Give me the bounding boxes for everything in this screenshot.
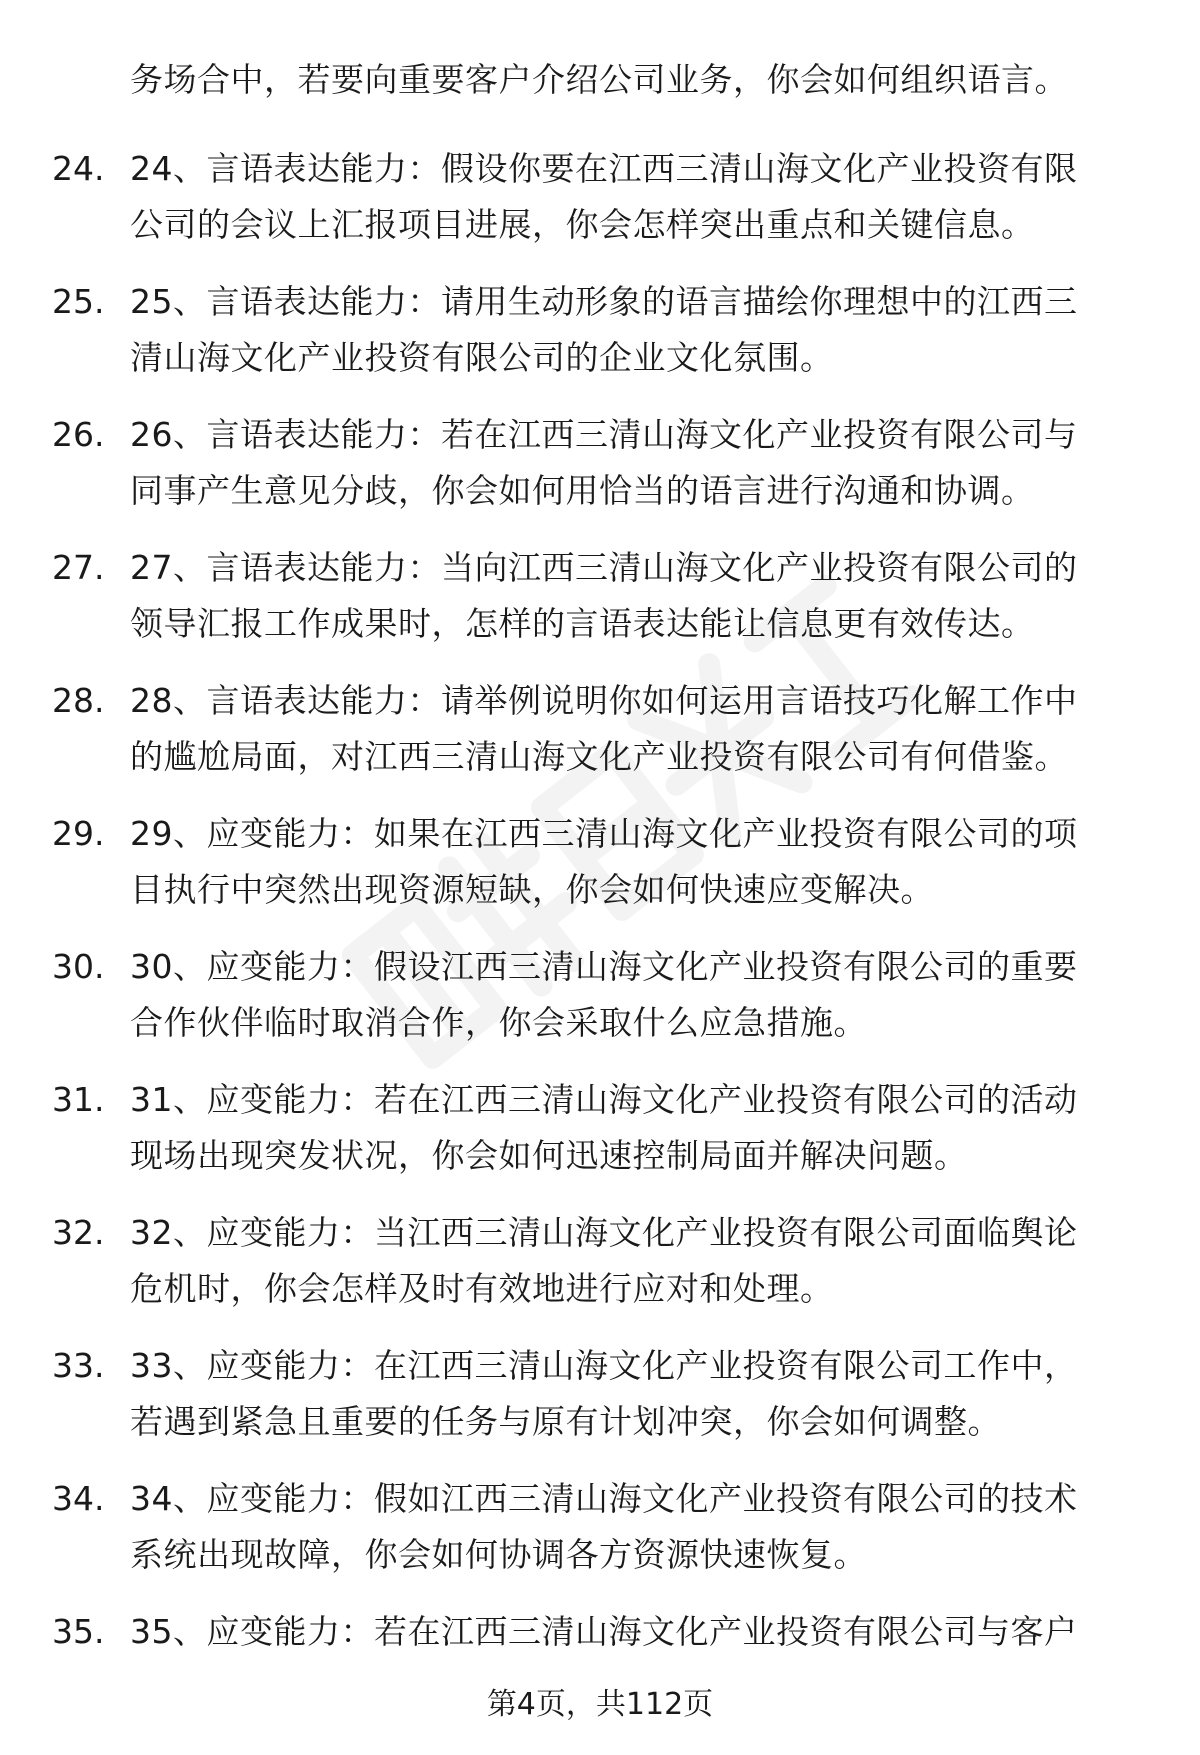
item-text-line: 30、应变能力：假设江西三清山海文化产业投资有限公司的重要 <box>130 947 1078 986</box>
item-text <box>130 1604 1150 1660</box>
item-text-line: 32、应变能力：当江西三清山海文化产业投资有限公司面临舆论 <box>130 1213 1078 1252</box>
list-item <box>0 274 1200 407</box>
list-item <box>0 806 1200 939</box>
item-text-line: 的尴尬局面，对江西三清山海文化产业投资有限公司有何借鉴。 <box>130 737 1068 776</box>
list-item <box>0 141 1200 274</box>
item-text-line: 若遇到紧急且重要的任务与原有计划冲突，你会如何调整。 <box>130 1402 1001 1441</box>
item-text-line: 公司的会议上汇报项目进展，你会怎样突出重点和关键信息。 <box>130 205 1035 244</box>
item-text-line: 目执行中突然出现资源短缺，你会如何快速应变解决。 <box>130 870 934 909</box>
item-text <box>130 939 1150 1051</box>
item-text-line: 33、应变能力：在江西三清山海文化产业投资有限公司工作中， <box>130 1346 1078 1385</box>
list-item <box>0 1072 1200 1205</box>
item-text-line: 29、应变能力：如果在江西三清山海文化产业投资有限公司的项 <box>130 814 1078 853</box>
page-footer: 第4页，共112页 <box>486 1687 714 1722</box>
question-list <box>0 141 1200 1737</box>
list-item <box>0 407 1200 540</box>
list-item <box>0 1338 1200 1471</box>
list-item <box>0 939 1200 1072</box>
item-text-line: 领导汇报工作成果时，怎样的言语表达能让信息更有效传达。 <box>130 604 1035 643</box>
item-text-line: 危机时，你会怎样及时有效地进行应对和处理。 <box>130 1269 834 1308</box>
item-number: 25. <box>52 282 105 321</box>
list-item <box>0 673 1200 806</box>
item-number: 29. <box>52 814 105 853</box>
item-text <box>130 1072 1150 1184</box>
item-text-line: 31、应变能力：若在江西三清山海文化产业投资有限公司的活动 <box>130 1080 1078 1119</box>
item-text-line: 合作伙伴临时取消合作，你会采取什么应急措施。 <box>130 1003 867 1042</box>
item-number: 26. <box>52 415 105 454</box>
item-text-line: 清山海文化产业投资有限公司的企业文化氛围。 <box>130 338 834 377</box>
item-number: 27. <box>52 548 105 587</box>
item-number: 30. <box>52 947 105 986</box>
list-item <box>0 1205 1200 1338</box>
item-number: 24. <box>52 149 105 188</box>
list-item <box>0 1471 1200 1604</box>
item-number: 31. <box>52 1080 105 1119</box>
item-text <box>130 806 1150 918</box>
item-text <box>130 407 1150 519</box>
item-text-line: 28、言语表达能力：请举例说明你如何运用言语技巧化解工作中 <box>130 681 1078 720</box>
item-text <box>130 1205 1150 1317</box>
item-text <box>130 1471 1150 1583</box>
item-number: 32. <box>52 1213 105 1252</box>
continuation-text: 务场合中，若要向重要客户介绍公司业务，你会如何组织语言。 <box>130 60 1068 99</box>
item-text-line: 系统出现故障，你会如何协调各方资源快速恢复。 <box>130 1535 867 1574</box>
item-text-line: 27、言语表达能力：当向江西三清山海文化产业投资有限公司的 <box>130 548 1078 587</box>
item-text-line: 26、言语表达能力：若在江西三清山海文化产业投资有限公司与 <box>130 415 1078 454</box>
item-text-line: 现场出现突发状况，你会如何迅速控制局面并解决问题。 <box>130 1136 968 1175</box>
item-number: 34. <box>52 1479 105 1518</box>
item-text <box>130 141 1150 253</box>
item-text-line: 同事产生意见分歧，你会如何用恰当的语言进行沟通和协调。 <box>130 471 1035 510</box>
item-text-line: 25、言语表达能力：请用生动形象的语言描绘你理想中的江西三 <box>130 282 1078 321</box>
item-text-line: 35、应变能力：若在江西三清山海文化产业投资有限公司与客户 <box>130 1612 1078 1651</box>
item-number: 28. <box>52 681 105 720</box>
list-item <box>0 540 1200 673</box>
item-text <box>130 274 1150 386</box>
item-text <box>130 1338 1150 1450</box>
item-number: 33. <box>52 1346 105 1385</box>
item-text <box>130 540 1150 652</box>
item-text-line: 34、应变能力：假如江西三清山海文化产业投资有限公司的技术 <box>130 1479 1078 1518</box>
item-text <box>130 673 1150 785</box>
item-number: 35. <box>52 1612 105 1651</box>
item-text-line: 24、言语表达能力：假设你要在江西三清山海文化产业投资有限 <box>130 149 1078 188</box>
